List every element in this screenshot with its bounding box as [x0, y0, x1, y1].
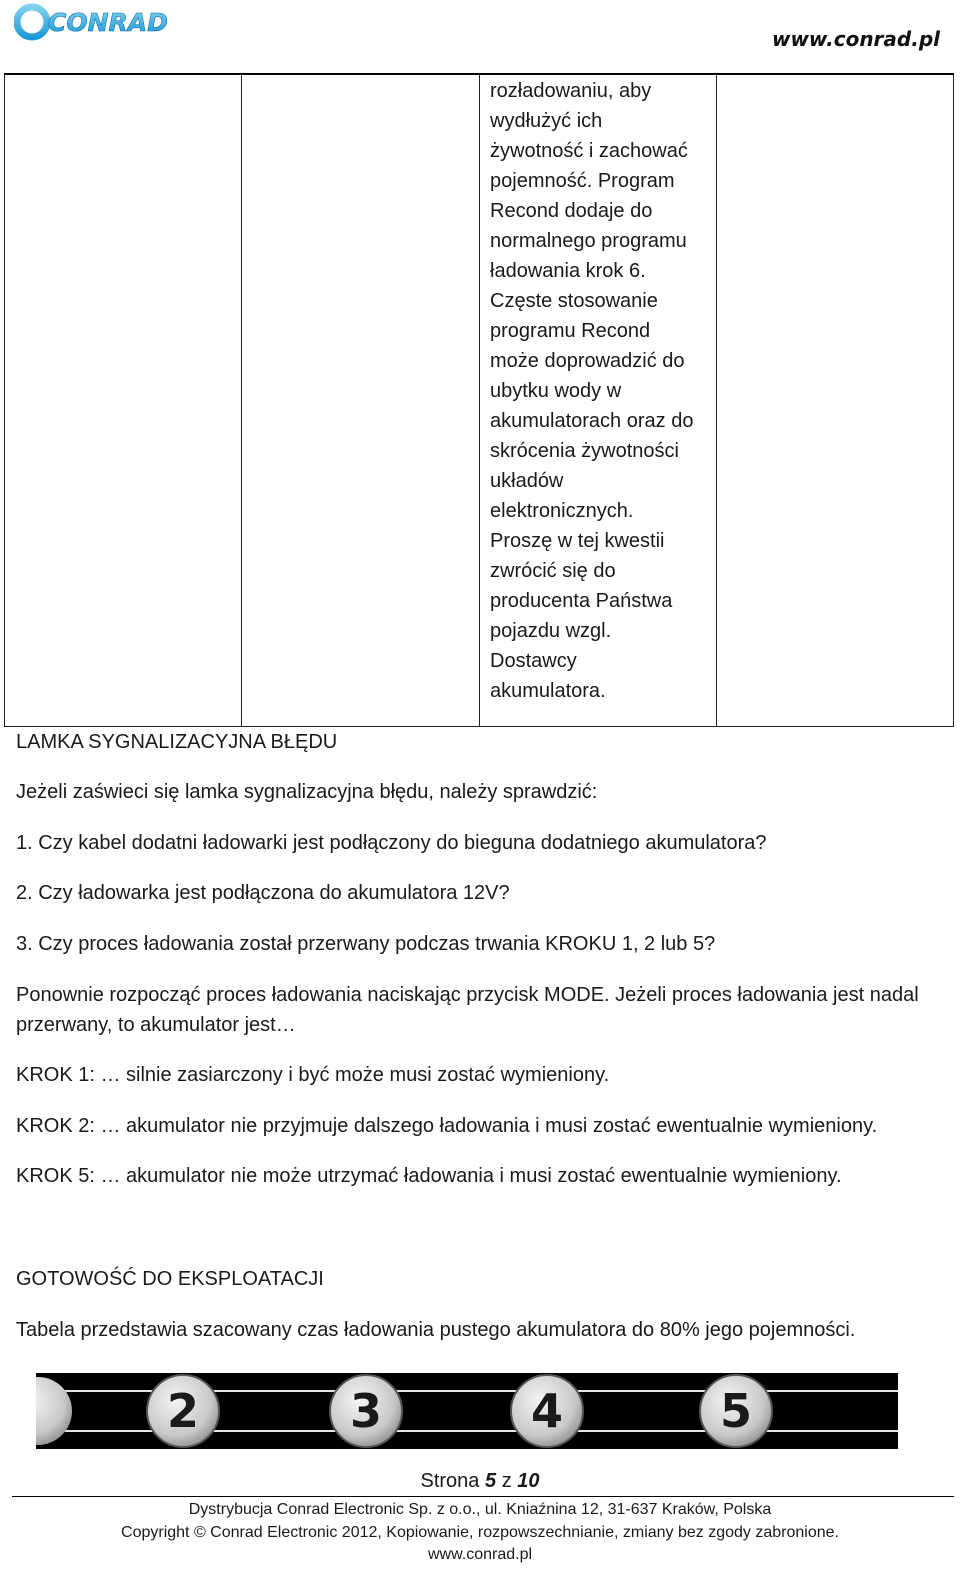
cell-line: programu Recond	[490, 320, 651, 342]
step-number: 3	[349, 1384, 383, 1438]
step-circle	[330, 1375, 402, 1447]
step-circle	[511, 1375, 583, 1447]
page-current: 5	[485, 1470, 497, 1492]
charging-steps-banner	[36, 1373, 898, 1449]
cell-line: akumulatorach oraz do	[490, 410, 694, 432]
step-item: KROK 1: … silnie zasiarczony i być może musi zostać wymieniony.	[16, 1064, 610, 1086]
footer-rule	[12, 1496, 954, 1497]
logo-wordmark: CONRAD	[48, 8, 168, 37]
table-col-border	[479, 75, 480, 727]
step-item: KROK 2: … akumulator nie przyjmuje dalszego ładowania i musi zostać ewentualnie wymieniony.	[16, 1115, 878, 1137]
cell-line: Recond dodaje do	[490, 200, 653, 222]
step-number: 4	[530, 1384, 564, 1438]
step-circle	[147, 1375, 219, 1447]
step-number: 2	[166, 1384, 200, 1438]
cell-line: pojemność. Program	[490, 170, 675, 192]
page-label: Strona	[420, 1470, 480, 1492]
table-col-border	[953, 75, 954, 727]
cell-line: normalnego programu	[490, 230, 687, 252]
cell-line: może doprowadzić do	[490, 350, 685, 372]
error-lamp-heading: LAMKA SYGNALIZACYJNA BŁĘDU	[16, 731, 338, 753]
cell-line: pojazdu wzgl.	[490, 620, 612, 642]
cell-line: zwrócić się do	[490, 560, 616, 582]
cell-line: układów	[490, 470, 564, 492]
cell-line: Proszę w tej kwestii	[490, 530, 665, 552]
table-cell-description	[490, 76, 714, 706]
cell-line: ubytku wody w	[490, 380, 622, 402]
cell-line: rozładowaniu, aby	[490, 80, 652, 102]
cell-line: akumulatora.	[490, 680, 606, 702]
readiness-heading: GOTOWOŚĆ DO EKSPLOATACJI	[16, 1268, 324, 1290]
footer-distribution: Dystrybucja Conrad Electronic Sp. z o.o., ul. Kniaźnina 12, 31-637 Kraków, Polska	[188, 1501, 772, 1518]
step-number: 5	[719, 1384, 753, 1438]
check-item: 1. Czy kabel dodatni ładowarki jest podłączony do bieguna dodatniego akumulatora?	[16, 832, 767, 854]
readiness-text: Tabela przedstawia szacowany czas ładowania pustego akumulatora do 80% jego pojemności.	[16, 1319, 856, 1341]
page-of: z	[501, 1470, 512, 1492]
cell-line: elektronicznych.	[490, 500, 634, 522]
page-number	[0, 1470, 960, 1493]
cell-line: producenta Państwa	[490, 590, 673, 612]
cell-line: żywotność i zachować	[490, 140, 688, 162]
error-lamp-intro: Jeżeli zaświeci się lamka sygnalizacyjna błędu, należy sprawdzić:	[16, 781, 598, 803]
table-col-border	[4, 75, 5, 727]
cell-line: Dostawcy	[490, 650, 577, 672]
step-item: KROK 5: … akumulator nie może utrzymać ładowania i musi zostać ewentualnie wymieniony.	[16, 1165, 842, 1187]
cell-line: ładowania krok 6.	[490, 260, 646, 282]
restart-instruction-cont: przerwany, to akumulator jest…	[16, 1014, 296, 1036]
cell-line: Częste stosowanie	[490, 290, 658, 312]
footer-url[interactable]: www.conrad.pl	[427, 1546, 533, 1563]
cell-line: wydłużyć ich	[490, 110, 603, 132]
site-url: www.conrad.pl	[771, 27, 940, 51]
conrad-logo	[14, 2, 170, 42]
footer-copyright: Copyright © Conrad Electronic 2012, Kopiowanie, rozpowszechnianie, zmiany bez zgody zabronione.	[121, 1524, 839, 1541]
page-total: 10	[517, 1470, 540, 1492]
table-col-border	[241, 75, 242, 727]
restart-instruction: Ponownie rozpocząć proces ładowania naciskając przycisk MODE. Jeżeli proces ładowania jest nadal	[16, 984, 919, 1006]
check-item: 2. Czy ładowarka jest podłączona do akumulatora 12V?	[16, 882, 510, 904]
step-circle	[700, 1375, 772, 1447]
cell-line: skrócenia żywotności	[490, 440, 679, 462]
check-item: 3. Czy proces ładowania został przerwany podczas trwania KROKU 1, 2 lub 5?	[16, 933, 716, 955]
table-col-border	[716, 75, 717, 727]
